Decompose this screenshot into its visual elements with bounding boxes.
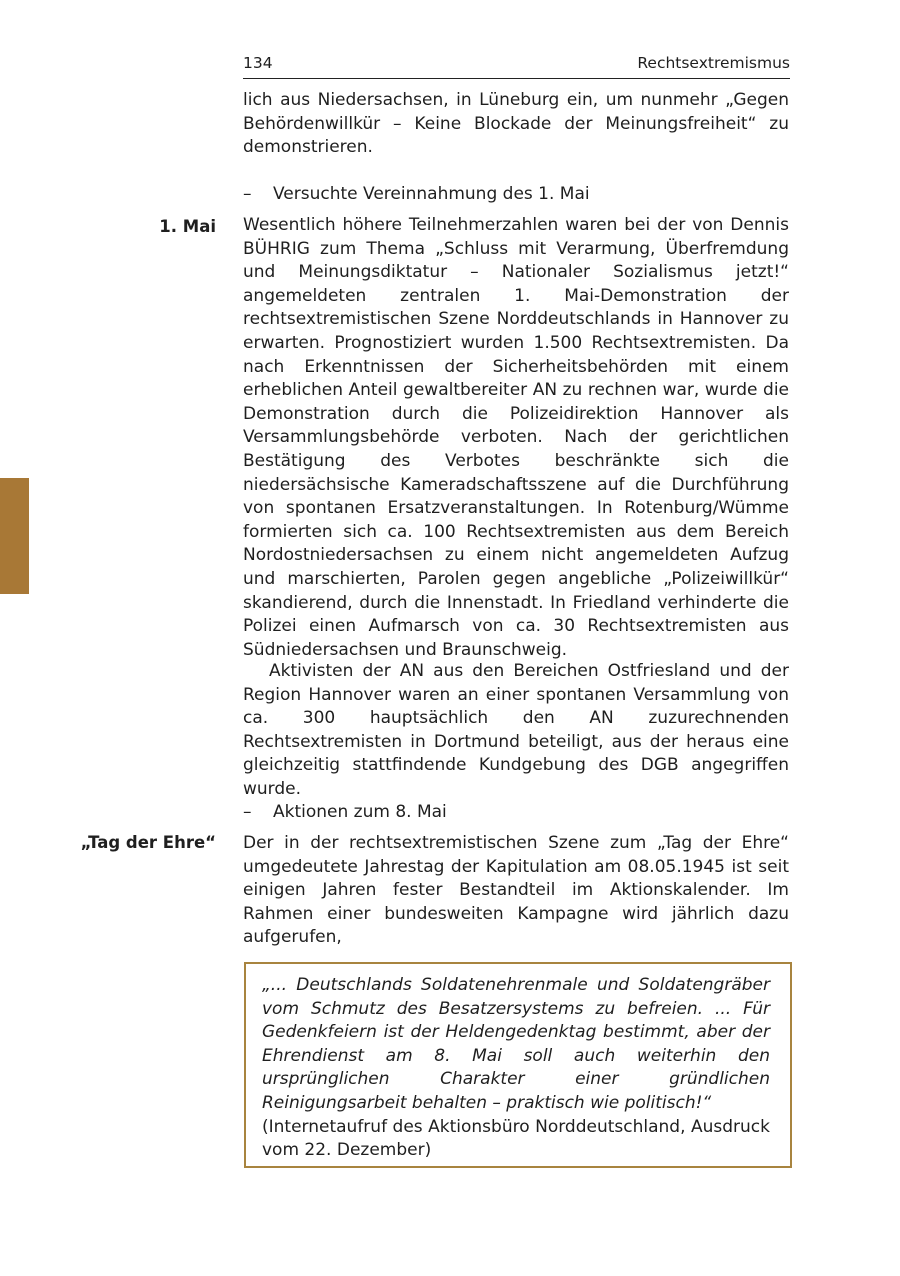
- page-number: 134: [243, 54, 273, 72]
- section-heading-1-mai: [243, 183, 590, 207]
- body-paragraph: Wesentlich höhere Teilnehmerzahlen waren bei der von Dennis BÜHRIG zum Thema „Schluss mit Verarmung, Überfremdung und Meinungsdiktatur – Nationaler Sozialismus jetzt!“ angemeldeten zentralen 1. Mai-Demonstration der rechtsextremistischen Szene Norddeutschlands in Hannover zu erwarten. Prognostiziert wurden 1.500 Rechtsextremisten. Da nach Erkenntnissen der Sicherheitsbehörden mit einem erheblichen Anteil gewaltbereiter AN zu rechnen war, wurde die Demonstration durch die Polizeidirektion Hannover als Versammlungsbehörde verboten. Nach der gerichtlichen Bestätigung des Verbotes beschränkte sich die niedersächsische Kameradschaftsszene auf die Durchführung von spontanen Ersatzveranstaltungen. In Rotenburg/Wümme formierten sich ca. 100 Rechtsextremisten aus dem Bereich Nordostniedersachsen zu einem nicht angemeldeten Aufzug und marschierten, Parolen gegen angebliche „Polizeiwillkür“ skandierend, durch die Innenstadt. In Friedland verhinderte die Polizei einen Aufmarsch von ca. 30 Rechtsextremisten aus Südniedersachsen und Braunschweig.: [243, 215, 789, 660]
- body-paragraph: Aktivisten der AN aus den Bereichen Ostfriesland und der Region Hannover waren an einer spontanen Versammlung von ca. 300 hauptsächlich den AN zuzurechnenden Rechtsextremisten in Dortmund beteiligt, aus der heraus eine gleichzeitig stattfindende Kundgebung des DGB angegriffen wurde.: [243, 661, 789, 799]
- quote-box: [244, 962, 792, 1168]
- chapter-thumb-tab: [0, 478, 29, 594]
- dash-marker: –: [243, 184, 252, 204]
- section-heading-text: Aktionen zum 8. Mai: [273, 802, 447, 822]
- margin-note-1-mai: 1. Mai: [159, 217, 216, 236]
- page-header: [243, 52, 790, 79]
- section-heading-8-mai: [243, 801, 447, 825]
- body-paragraph: Der in der rechtsextremistischen Szene zum „Tag der Ehre“ umgedeutete Jahrestag der Kapitulation am 08.05.1945 ist seit einigen Jahren fester Bestandteil im Aktionskalender. Im Rahmen einer bundesweiten Kampagne wird jährlich dazu aufgerufen,: [243, 833, 789, 948]
- quote-text: „... Deutschlands Soldatenehrenmale und Soldatengräber vom Schmutz des Besatzersystems zu befreien. ... Für Gedenkfeiern ist der Heldengedenktag bestimmt, aber der Ehrendienst am 8. Mai soll auch weiterhin den ursprünglichen Charakter einer gründlichen Reinigungsarbeit behalten – praktisch wie politisch!“: [262, 975, 770, 1113]
- intro-paragraph: lich aus Niedersachsen, in Lüneburg ein, um nunmehr „Gegen Behördenwillkür – Keine Blockade der Meinungsfreiheit“ zu demonstrieren.: [243, 90, 789, 158]
- margin-note-tag-der-ehre: „Tag der Ehre“: [80, 833, 216, 852]
- running-title: Rechtsextremismus: [637, 54, 790, 72]
- section-heading-text: Versuchte Vereinnahmung des 1. Mai: [273, 184, 590, 204]
- quote-source: (Internetaufruf des Aktionsbüro Norddeutschland, Ausdruck vom 22. Dezember): [262, 1116, 770, 1161]
- dash-marker: –: [243, 802, 252, 822]
